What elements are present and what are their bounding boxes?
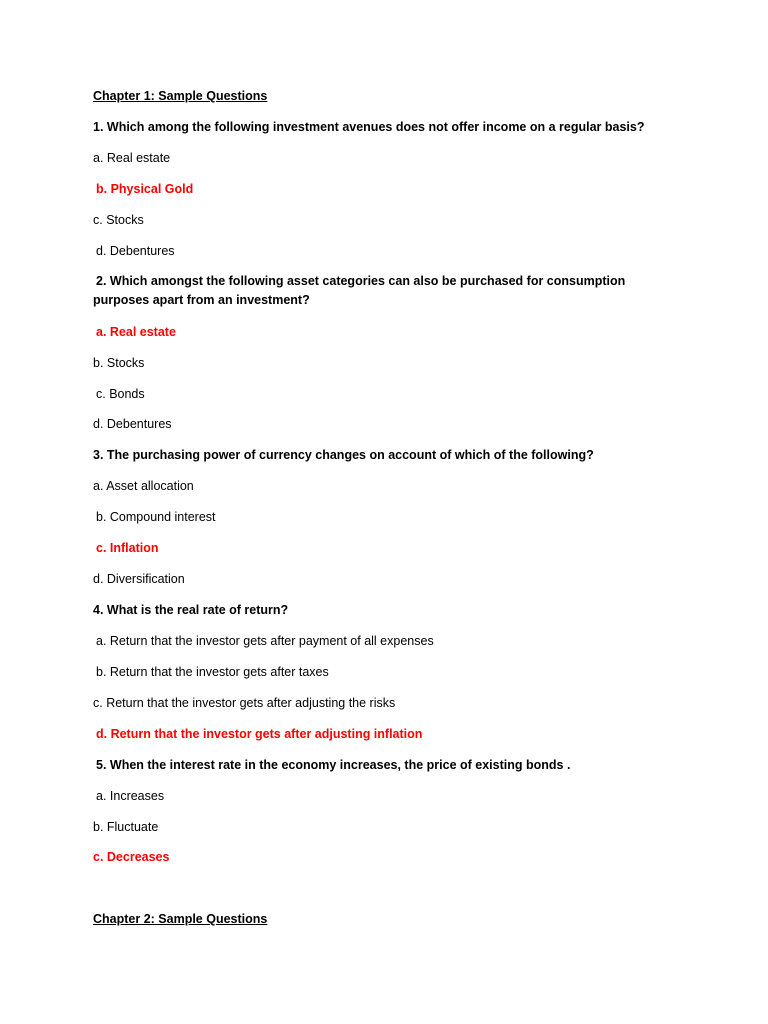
chapter2-heading: Chapter 2: Sample Questions — [93, 912, 268, 926]
question-4: 4. What is the real rate of return? — [93, 603, 289, 617]
q3-option-d: d. Diversification — [93, 572, 185, 586]
q3-option-c-correct: c. Inflation — [96, 541, 159, 555]
q1-option-b-correct: b. Physical Gold — [96, 182, 194, 196]
q3-option-b: b. Compound interest — [96, 510, 216, 524]
q5-option-a: a. Increases — [96, 789, 165, 803]
question-1: 1. Which among the following investment avenues does not offer income on a regular basis? — [93, 120, 645, 134]
q2-option-a-correct: a. Real estate — [96, 325, 176, 339]
question-3: 3. The purchasing power of currency changes on account of which of the following? — [93, 448, 594, 462]
q4-option-a: a. Return that the investor gets after payment of all expenses — [96, 634, 434, 648]
q5-option-c-correct: c. Decreases — [93, 850, 170, 864]
q3-option-a: a. Asset allocation — [93, 479, 194, 493]
question-2: 2. Which amongst the following asset categories can also be purchased for consumption purposes apart from an investment? — [93, 274, 626, 307]
question-5: 5. When the interest rate in the economy increases, the price of existing bonds . — [96, 758, 571, 772]
chapter1-heading: Chapter 1: Sample Questions — [93, 89, 268, 103]
q4-option-c: c. Return that the investor gets after adjusting the risks — [93, 696, 396, 710]
q2-option-c: c. Bonds — [96, 387, 145, 401]
q1-option-a: a. Real estate — [93, 151, 171, 165]
q4-option-d-correct: d. Return that the investor gets after adjusting inflation — [96, 727, 423, 741]
q1-option-c: c. Stocks — [93, 213, 144, 227]
q5-option-b: b. Fluctuate — [93, 820, 159, 834]
q2-option-b: b. Stocks — [93, 356, 145, 370]
q2-option-d: d. Debentures — [93, 417, 172, 431]
q1-option-d: d. Debentures — [96, 244, 175, 258]
q4-option-b: b. Return that the investor gets after taxes — [96, 665, 329, 679]
